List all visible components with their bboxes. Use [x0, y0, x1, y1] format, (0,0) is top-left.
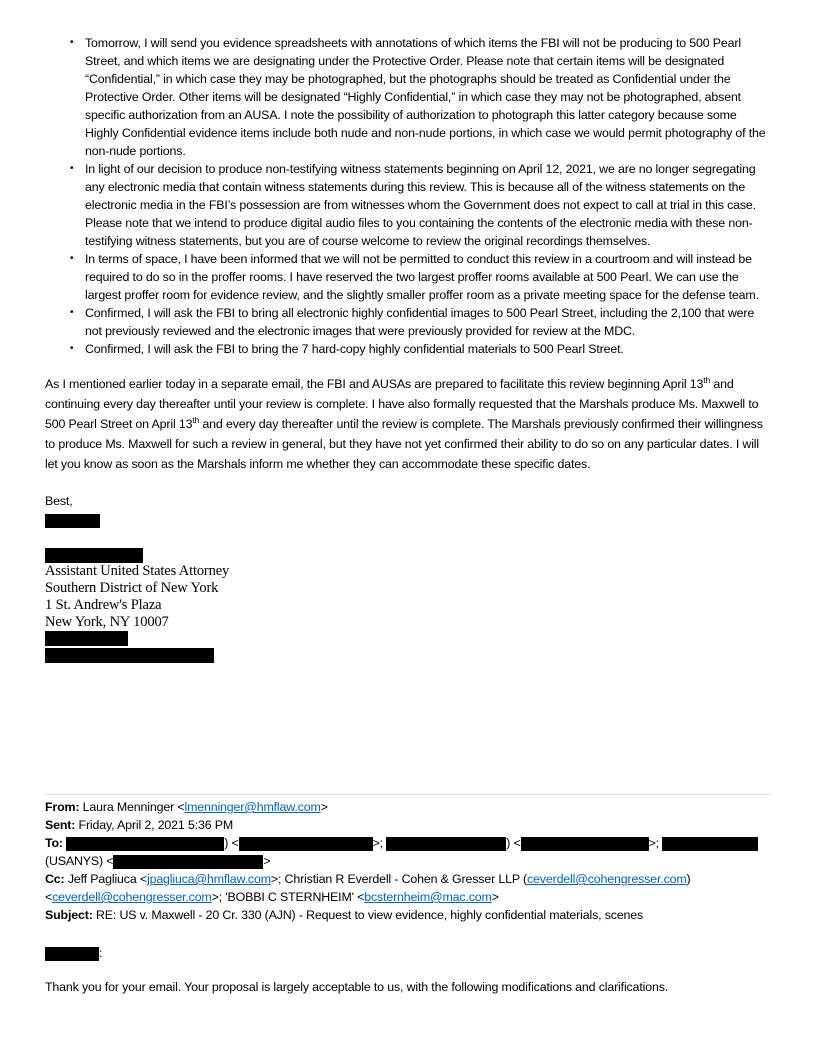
cc-line-continued: <ceverdell@cohengresser.com>; 'BOBBI C STERNHEIM' <bcsternheim@mac.com> [45, 890, 499, 904]
bullet-item: • Confirmed, I will ask the FBI to bring all electronic highly confidential images to 500 Pearl Street, including the 2,100 that were not previously reviewed and the electronic images that were previously provided for review at the MDC. [70, 306, 755, 338]
signature-block [45, 492, 773, 663]
signature-office: Southern District of New York [45, 580, 219, 596]
divider [45, 794, 771, 795]
bullet-icon: • [70, 163, 74, 174]
cc-email-link[interactable]: ceverdell@cohengresser.com [52, 890, 212, 904]
email-body [45, 34, 773, 663]
bullet-icon: • [70, 253, 74, 264]
redacted-recipient [662, 837, 758, 851]
redacted-recipient-email [113, 855, 263, 869]
bullet-item: • Confirmed, I will ask the FBI to bring the 7 hard-copy highly confidential materials to 500 Pearl Street. [70, 342, 624, 356]
bullet-item: • In terms of space, I have been informed that we will not be permitted to conduct this review in a courtroom and will instead be required to do so in the proffer rooms. I have reserved the two largest proffer rooms available at 500 Pearl. We can use the largest proffer room for evidence review, and the slightly smaller proffer room as a private meeting space for the defense team. [70, 252, 759, 302]
bullet-item: • In light of our decision to produce non-testifying witness statements beginning on April 12, 2021, we are no longer segregating any electronic media that contain witness statements during this review. This is because all of the witness statements on the electronic media in the FBI’s possession are from witnesses whom the Government does not expect to call at trial in this case. Please note that we intend to produce digital audio files to you containing the contents of the electronic media with these non-testifying witness statements, but you are of course welcome to review the original recordings themselves. [70, 162, 756, 248]
redacted-full-name [45, 548, 143, 563]
cc-email-link[interactable]: ceverdell@cohengresser.com [527, 872, 687, 886]
cc-email-link[interactable]: bcsternheim@mac.com [364, 890, 492, 904]
redacted-recipient-email [239, 837, 373, 851]
bullet-list [45, 34, 773, 358]
bullet-icon: • [70, 307, 74, 318]
from-email-link[interactable]: lmenninger@hmflaw.com [184, 800, 321, 814]
redacted-recipient-email [521, 837, 649, 851]
review-schedule-paragraph: As I mentioned earlier today in a separate email, the FBI and AUSAs are prepared to facilitate this review beginning April 13th and continuing every day thereafter until your review is complete. I have also formally requested that the Marshals produce Ms. Maxwell to 500 Pearl Street on April 13th and every day thereafter until the review is complete. The Marshals previously confirmed their willingness to produce Ms. Maxwell for such a review in general, but they have not yet confirmed their ability to do so on any particular dates. I will let you know as soon as the Marshals inform me whether they can accommodate these specific dates. [45, 375, 763, 471]
bullet-item: • Tomorrow, I will send you evidence spreadsheets with annotations of which items the FBI will not be producing to 500 Pearl Street, and which items we are designating under the Protective Order. Please note that certain items will be designated “Confidential,” in which case they may be photographed, but the photographs should be treated as Confidential under the Protective Order. Other items will be designated “Highly Confidential,” in which case they may not be photographed, absent specific authorization from an AUSA. I note the possibility of authorization to photograph this latter category because some Highly Confidential evidence items include both nude and non-nude portions, in which case we would permit photography of the non-nude portions. [70, 36, 766, 158]
signature-street: 1 St. Andrew's Plaza [45, 597, 162, 613]
salutation: : [45, 944, 102, 962]
redacted-recipient [66, 837, 224, 851]
signature-city: New York, NY 10007 [45, 614, 169, 630]
from-line: From: Laura Menninger <lmenninger@hmflaw.com> [45, 800, 328, 814]
sent-line: Sent: Friday, April 2, 2021 5:36 PM [45, 818, 234, 832]
cc-line: Cc: Jeff Pagliuca <jpagliuca@hmflaw.com>; Christian R Everdell - Cohen & Gresser LLP (ceverdell@cohengresser.com) [45, 872, 691, 886]
redacted-email [45, 648, 214, 663]
reply-opening: Thank you for your email. Your proposal is largely acceptable to us, with the following modifications and clarifications. [45, 980, 669, 994]
bullet-icon: • [70, 343, 74, 354]
redacted-name [45, 514, 100, 528]
subject-line: Subject: RE: US v. Maxwell - 20 Cr. 330 (AJN) - Request to view evidence, highly confidential materials, scenes [45, 908, 644, 922]
closing: Best, [45, 494, 73, 508]
signature-title: Assistant United States Attorney [45, 563, 230, 579]
bullet-icon: • [70, 37, 74, 48]
redacted-recipient [386, 837, 506, 851]
redacted-phone [45, 631, 128, 646]
redacted-addressee [45, 947, 99, 961]
cc-email-link[interactable]: jpagliuca@hmflaw.com [146, 872, 271, 886]
forwarded-email-header [45, 798, 775, 924]
to-line: To: ) < >; ) < >; [45, 834, 775, 852]
to-line-continued: (USANYS) < > [45, 854, 271, 868]
